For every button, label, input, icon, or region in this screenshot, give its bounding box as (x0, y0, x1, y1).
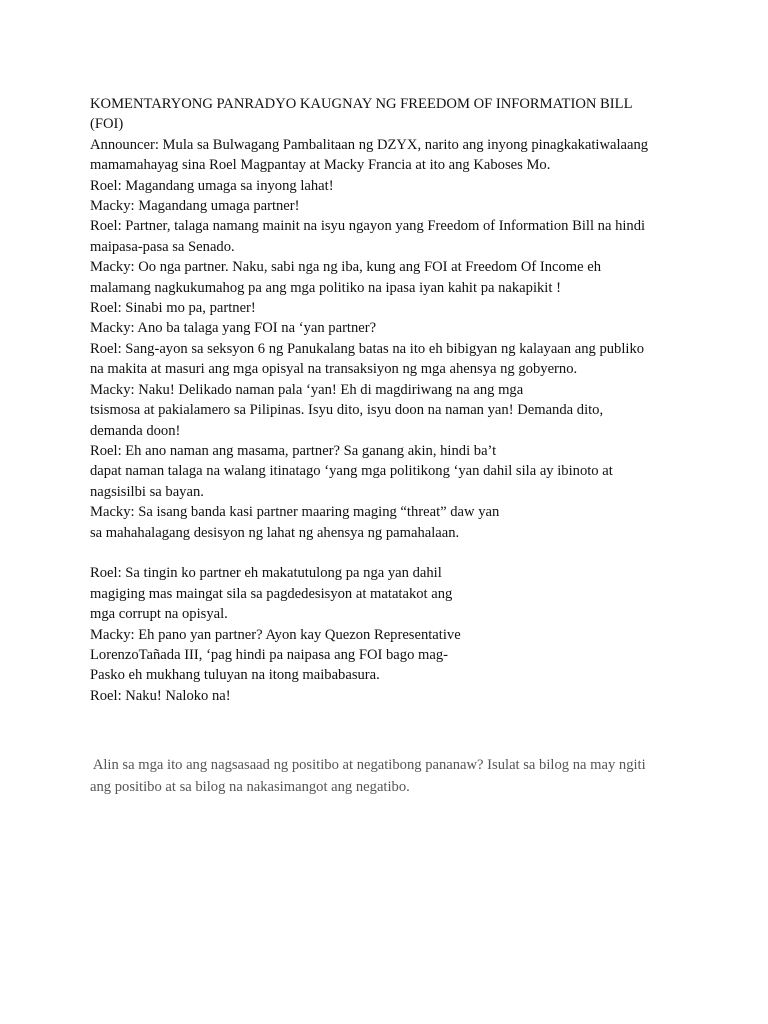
dialogue-line: Macky: Eh pano yan partner? Ayon kay Quezon Representative (90, 626, 461, 643)
dialogue-line: Roel: Partner, talaga namang mainit na isyu ngayon yang Freedom of Information Bill na hindi (90, 218, 646, 235)
blank-line (90, 543, 680, 563)
dialogue-line: LorenzoTañada III, ‘pag hindi pa naipasa ang FOI bago mag- (90, 646, 449, 663)
dialogue-line: nagsisilbi sa bayan. (90, 483, 204, 500)
dialogue-line: malamang nagkukumahog pa ang mga politiko na ipasa iyan kahit pa nakapikit ! (90, 279, 561, 296)
dialogue-line: Macky: Naku! Delikado naman pala ‘yan! Eh di magdiriwang na ang mga (90, 381, 524, 398)
dialogue-line: Macky: Oo nga partner. Naku, sabi nga ng iba, kung ang FOI at Freedom Of Income eh (90, 259, 602, 276)
dialogue-line: mga corrupt na opisyal. (90, 606, 228, 623)
dialogue-line: Pasko eh mukhang tuluyan na itong maibabasura. (90, 667, 380, 684)
dialogue-line: magiging mas maingat sila sa pagdedesisyon at matatakot ang (90, 585, 453, 602)
dialogue-line: Roel: Eh ano naman ang masama, partner? Sa ganang akin, hindi ba’t (90, 442, 497, 459)
radio-commentary-script (90, 94, 680, 706)
dialogue-line: sa mahahalagang desisyon ng lahat ng ahensya ng pamahalaan. (90, 524, 460, 541)
dialogue-line: maipasa-pasa sa Senado. (90, 238, 235, 255)
dialogue-line: tsismosa at pakialamero sa Pilipinas. Isyu dito, isyu doon na naman yan! Demanda dito, (90, 402, 604, 419)
dialogue-line: Macky: Magandang umaga partner! (90, 198, 300, 215)
dialogue-line: Roel: Magandang umaga sa inyong lahat! (90, 177, 334, 194)
dialogue-line: na makita at masuri ang mga opisyal na transaksiyon ng mga ahensya ng gobyerno. (90, 361, 578, 378)
activity-question (90, 755, 690, 798)
dialogue-line: Roel: Sinabi mo pa, partner! (90, 300, 256, 317)
dialogue-line: Roel: Naku! Naloko na! (90, 687, 231, 704)
dialogue-line: mamamahayag sina Roel Magpantay at Macky Francia at ito ang Kaboses Mo. (90, 157, 551, 174)
question-line: Alin sa mga ito ang nagsasaad ng positibo at negatibong pananaw? Isulat sa bilog na may ngiti (90, 757, 646, 773)
dialogue-line: dapat naman talaga na walang itinatago ‘yang mga politikong ‘yan dahil sila ay ibinoto at (90, 463, 613, 480)
dialogue-line: Roel: Sang-ayon sa seksyon 6 ng Panukalang batas na ito eh bibigyan ng kalayaan ang publiko (90, 340, 645, 357)
dialogue-line: Announcer: Mula sa Bulwagang Pambalitaan ng DZYX, narito ang inyong pinagkakatiwalaang (90, 136, 649, 153)
dialogue-line: Macky: Ano ba talaga yang FOI na ‘yan partner? (90, 320, 377, 337)
dialogue-line: Macky: Sa isang banda kasi partner maaring maging “threat” daw yan (90, 504, 500, 521)
dialogue-line: Roel: Sa tingin ko partner eh makatutulong pa nga yan dahil (90, 565, 442, 582)
document-title-line: KOMENTARYONG PANRADYO KAUGNAY NG FREEDOM OF INFORMATION BILL (90, 96, 633, 112)
dialogue-line: demanda doon! (90, 422, 181, 439)
question-line: ang positibo at sa bilog na nakasimangot ang negatibo. (90, 778, 410, 795)
document-title-line: (FOI) (90, 116, 124, 133)
